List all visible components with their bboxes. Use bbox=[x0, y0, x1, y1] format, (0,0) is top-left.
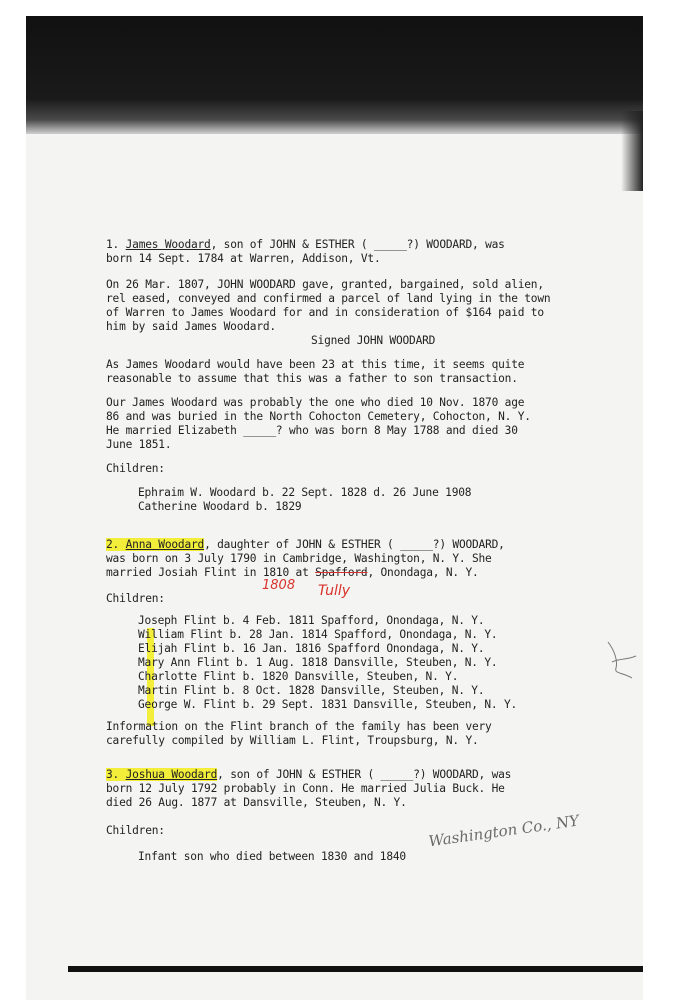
entry-2-children-label: Children: bbox=[106, 592, 165, 605]
entry-2-child-2: William Flint b. 28 Jan. 1814 Spafford, Onondaga, N. Y. bbox=[138, 628, 498, 641]
entry-1-child-2: Catherine Woodard b. 1829 bbox=[138, 500, 302, 513]
entry-1-deed-line-1: On 26 Mar. 1807, JOHN WOODARD gave, granted, bargained, sold alien, bbox=[106, 278, 544, 291]
entry-1-children-label: Children: bbox=[106, 462, 165, 475]
entry-2-child-5: Charlotte Flint b. 1820 Dansville, Steuben, N. Y. bbox=[138, 670, 459, 683]
struck-place: Spafford bbox=[315, 566, 368, 579]
entry-2-child-1: Joseph Flint b. 4 Feb. 1811 Spafford, Onondaga, N. Y. bbox=[138, 614, 485, 627]
handwritten-note: Washington Co., NY bbox=[427, 811, 581, 851]
entry-2-name: Anna Woodard bbox=[125, 538, 205, 551]
entry-1-deed-line-4: him by said James Woodard. bbox=[106, 320, 276, 333]
entry-1-death-line-1: Our James Woodard was probably the one who died 10 Nov. 1870 age bbox=[106, 396, 525, 409]
entry-2-info-line-2: carefully compiled by William L. Flint, Troupsburg, N. Y. bbox=[106, 734, 479, 747]
correction-year: 1808 bbox=[262, 578, 296, 593]
document-page bbox=[26, 16, 643, 1000]
entry-2-intro: 2. Anna Woodard, daughter of JOHN & ESTHER ( _____?) WOODARD, bbox=[106, 538, 505, 551]
entry-2-child-6: Martin Flint b. 8 Oct. 1828 Dansville, Steuben, N. Y. bbox=[138, 684, 485, 697]
entry-2-info-line-1: Information on the Flint branch of the family has been very bbox=[106, 720, 492, 733]
entry-3-name: Joshua Woodard bbox=[125, 768, 218, 781]
entry-3-children-label: Children: bbox=[106, 824, 165, 837]
entry-1-signature: Signed JOHN WOODARD bbox=[311, 334, 436, 347]
entry-2-marriage: married Josiah Flint in 1810 at Spafford, Onondaga, N. Y. bbox=[106, 566, 479, 579]
entry-3-detail-line-1: born 12 July 1792 probably in Conn. He married Julia Buck. He bbox=[106, 782, 505, 795]
entry-1-deed-line-2: rel eased, conveyed and confirmed a parcel of land lying in the town bbox=[106, 292, 551, 305]
scan-edge-bottom bbox=[68, 966, 643, 972]
entry-2-birth: was born on 3 July 1790 in Cambridge, Washington, N. Y. She bbox=[106, 552, 492, 565]
entry-1-death-line-2: 86 and was buried in the North Cohocton Cemetery, Cohocton, N. Y. bbox=[106, 410, 531, 423]
pencil-scribble bbox=[604, 638, 640, 684]
entry-2-child-3: Elijah Flint b. 16 Jan. 1816 Spafford Onondaga, N. Y. bbox=[138, 642, 485, 655]
scan-shadow-top bbox=[26, 16, 643, 134]
entry-1-intro: 1. James Woodard, son of JOHN & ESTHER ( _____?) WOODARD, was bbox=[106, 238, 505, 251]
entry-2-child-7: George W. Flint b. 29 Sept. 1831 Dansville, Steuben, N. Y. bbox=[138, 698, 518, 711]
entry-1-reasoning-line-1: As James Woodard would have been 23 at this time, it seems quite bbox=[106, 358, 525, 371]
entry-3-intro: 3. Joshua Woodard, son of JOHN & ESTHER ( _____?) WOODARD, was bbox=[106, 768, 512, 781]
entry-2-child-4: Mary Ann Flint b. 1 Aug. 1818 Dansville, Steuben, N. Y. bbox=[138, 656, 498, 669]
entry-1-reasoning-line-2: reasonable to assume that this was a father to son transaction. bbox=[106, 372, 518, 385]
entry-1-death-line-3: He married Elizabeth _____? who was born 8 May 1788 and died 30 bbox=[106, 424, 518, 437]
entry-1-birth: born 14 Sept. 1784 at Warren, Addison, Vt. bbox=[106, 252, 381, 265]
entry-3-detail-line-2: died 26 Aug. 1877 at Dansville, Steuben, N. Y. bbox=[106, 796, 407, 809]
correction-place: Tully bbox=[318, 583, 351, 599]
entry-1-deed-line-3: of Warren to James Woodard for and in consideration of $164 paid to bbox=[106, 306, 544, 319]
entry-1-child-1: Ephraim W. Woodard b. 22 Sept. 1828 d. 26 June 1908 bbox=[138, 486, 472, 499]
scan-smudge bbox=[621, 111, 643, 191]
entry-1-name: James Woodard bbox=[125, 238, 211, 251]
entry-1-death-line-4: June 1851. bbox=[106, 438, 172, 451]
entry-3-child-1: Infant son who died between 1830 and 1840 bbox=[138, 850, 406, 863]
